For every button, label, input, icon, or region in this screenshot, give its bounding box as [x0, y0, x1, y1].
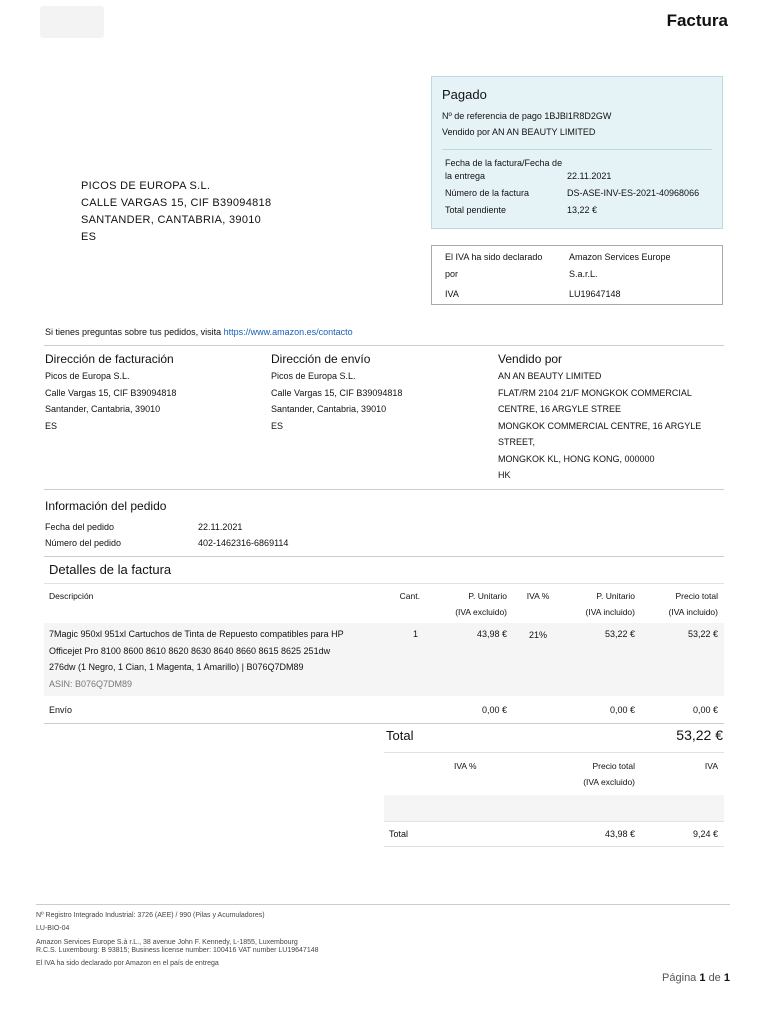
summary-col-total-line2: (IVA excluido) — [583, 777, 635, 787]
summary-row-background — [384, 795, 724, 821]
summary-total-iva: 9,24 € — [692, 829, 718, 839]
page-title: Factura — [666, 11, 728, 30]
col-unit-price-ex-line1: P. Unitario — [468, 591, 507, 601]
footer-line: LU-BIO-04 — [36, 925, 70, 932]
seller-line: MONGKOK KL, HONG KONG, 000000 — [498, 453, 655, 464]
summary-col-total — [555, 758, 635, 790]
divider — [384, 752, 724, 753]
page-total: 1 — [723, 972, 730, 984]
item-desc-line: 7Magic 950xl 951xl Cartuchos de Tinta de Repuesto compatibles para HP — [49, 629, 344, 639]
vat-declarant: Amazon Services Europe — [569, 252, 671, 262]
billing-line: ES — [45, 420, 58, 431]
billing-address — [45, 368, 176, 434]
item-desc-line: 276dw (1 Negro, 1 Cian, 1 Magenta, 1 Amarillo) | B076Q7DM89 — [49, 662, 304, 672]
address-line: CALLE VARGAS 15, CIF B39094818 — [81, 197, 272, 209]
col-unit-price-in-line1: P. Unitario — [596, 591, 635, 601]
summary-col-total-line1: Precio total — [592, 761, 635, 771]
col-unit-price-in-line2: (IVA incluido) — [585, 607, 635, 617]
order-info-heading: Información del pedido — [45, 499, 167, 513]
billing-line: Picos de Europa S.L. — [45, 371, 130, 381]
address-line: PICOS DE EUROPA S.L. — [81, 180, 211, 192]
invoice-number-value: DS-ASE-INV-ES-2021-40968066 — [567, 188, 700, 198]
divider — [44, 583, 724, 584]
billing-line: Calle Vargas 15, CIF B39094818 — [45, 387, 177, 398]
invoice-total-label: Total — [386, 728, 414, 743]
order-date-value: 22.11.2021 — [198, 522, 243, 532]
seller-address — [498, 368, 701, 484]
col-total-line1: Precio total — [675, 591, 718, 601]
payment-reference: Nº de referencia de pago 1BJBl1R8D2GW — [442, 111, 612, 121]
invoice-number-label: Número de la factura — [445, 188, 530, 198]
item-description — [49, 626, 344, 692]
item-quantity: 1 — [412, 629, 418, 639]
col-unit-price-ex — [420, 588, 507, 620]
contact-text: Si tienes preguntas sobre tus pedidos, visita — [45, 327, 224, 337]
divider — [384, 821, 724, 822]
col-vat: IVA % — [526, 591, 550, 601]
seller-line: HK — [498, 470, 511, 480]
invoice-date-value: 22.11.2021 — [567, 171, 612, 181]
billing-line: Santander, Cantabria, 39010 — [45, 404, 161, 414]
seller-line: AN AN BEAUTY LIMITED — [498, 371, 602, 381]
total-due-label: Total pendiente — [445, 205, 507, 215]
divider — [442, 149, 712, 150]
divider — [44, 345, 724, 346]
vat-declared-label-2: por — [445, 269, 459, 279]
invoice-total-value: 53,22 € — [676, 727, 723, 743]
shipping-row-label: Envío — [49, 705, 73, 715]
shipping-line: Picos de Europa S.L. — [271, 371, 356, 381]
divider — [44, 723, 724, 724]
summary-col-iva: IVA — [704, 761, 718, 771]
col-total — [638, 588, 718, 620]
shipping-heading: Dirección de envío — [271, 352, 371, 366]
shipping-unit-price-in: 0,00 € — [609, 705, 635, 715]
col-description: Descripción — [49, 591, 94, 601]
item-total: 53,22 € — [687, 629, 718, 639]
page-current: 1 — [699, 972, 706, 984]
shipping-address — [271, 368, 402, 434]
seller-heading: Vendido por — [498, 352, 563, 366]
seller-line: STREET, — [498, 437, 536, 447]
summary-col-vat: IVA % — [454, 761, 477, 771]
order-number-label: Número del pedido — [45, 538, 122, 548]
item-vat-rate: 21% — [528, 630, 547, 640]
billing-heading: Dirección de facturación — [45, 352, 174, 366]
sold-by-summary: Vendido por AN AN BEAUTY LIMITED — [442, 127, 596, 137]
summary-total-ex: 43,98 € — [604, 829, 635, 839]
footer-line: Amazon Services Europe S.à r.L., 38 avenue John F. Kennedy, L-1855, Luxembourg — [36, 939, 298, 946]
seller-line: CENTRE, 16 ARGYLE STREE — [498, 404, 622, 414]
col-unit-price-in — [555, 588, 635, 620]
page-label: Página — [662, 972, 697, 984]
footer-divider — [36, 904, 730, 905]
item-desc-line: Officejet Pro 8100 8600 8610 8620 8630 8640 8660 8615 8625 251dw — [49, 645, 331, 656]
vat-declared-label: El IVA ha sido declarado — [445, 252, 543, 262]
col-quantity: Cant. — [399, 591, 420, 601]
vat-number-value: LU19647148 — [569, 289, 621, 299]
col-total-line2: (IVA incluido) — [668, 607, 718, 617]
shipping-total: 0,00 € — [692, 705, 718, 715]
customer-address — [81, 178, 271, 246]
invoice-date-label: Fecha de la factura/Fecha de la entrega — [445, 158, 563, 181]
order-number-value: 402-1462316-6869114 — [198, 538, 289, 548]
footer-line: Nº Registro Integrado Industrial: 3726 (AEE) / 990 (Pilas y Acumuladores) — [36, 912, 265, 919]
divider — [44, 556, 724, 557]
col-unit-price-ex-line2: (IVA excluido) — [455, 607, 507, 617]
seller-line: MONGKOK COMMERCIAL CENTRE, 16 ARGYLE — [498, 420, 702, 431]
footer — [36, 912, 319, 968]
payment-status: Pagado — [442, 87, 487, 102]
order-date-label: Fecha del pedido — [45, 522, 115, 532]
total-due-value: 13,22 € — [567, 205, 598, 215]
shipping-line: Santander, Cantabria, 39010 — [271, 404, 387, 414]
seller-line: FLAT/RM 2104 21/F MONGKOK COMMERCIAL — [498, 387, 692, 398]
item-asin: ASIN: B076Q7DM89 — [49, 678, 133, 689]
vat-declarant-2: S.a.r.L. — [569, 269, 598, 279]
divider — [384, 846, 724, 847]
shipping-line: ES — [271, 420, 284, 431]
page-of: de — [708, 972, 721, 984]
address-line: SANTANDER, CANTABRIA, 39010 — [81, 214, 262, 226]
vat-number-label: IVA — [445, 289, 459, 299]
divider — [44, 489, 724, 490]
contact-notice — [45, 324, 353, 340]
shipping-line: Calle Vargas 15, CIF B39094818 — [271, 387, 403, 398]
item-unit-price-in: 53,22 € — [604, 629, 635, 639]
amazon-logo — [40, 6, 104, 38]
summary-total-label: Total — [389, 829, 409, 839]
contact-link[interactable]: https://www.amazon.es/contacto — [223, 327, 353, 337]
footer-line: El IVA ha sido declarado por Amazon en el país de entrega — [36, 960, 219, 967]
invoice-details-heading: Detalles de la factura — [49, 562, 172, 577]
footer-line: R.C.S. Luxembourg: B 93815; Business license number: 100416 VAT number LU19647148 — [36, 947, 319, 954]
vat-declaration-box — [431, 245, 723, 305]
page-number — [662, 972, 730, 984]
shipping-unit-price-ex: 0,00 € — [481, 705, 507, 715]
item-unit-price-ex: 43,98 € — [476, 629, 507, 639]
address-line: ES — [81, 231, 97, 243]
payment-status-box — [431, 76, 723, 229]
